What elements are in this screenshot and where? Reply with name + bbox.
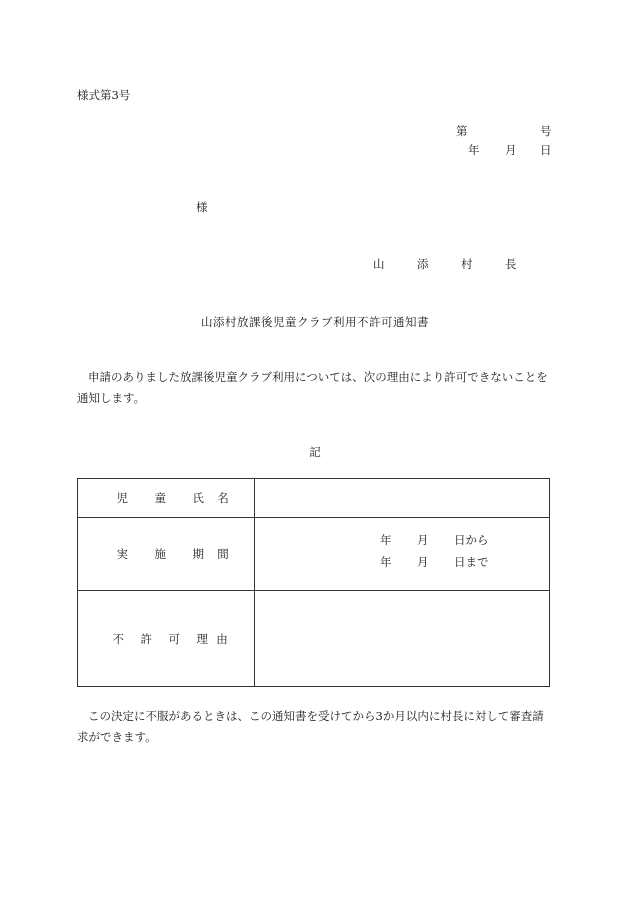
label-char: 間 bbox=[217, 547, 229, 561]
document-number-prefix: 第 bbox=[456, 124, 468, 138]
period-from-day: 日から bbox=[454, 533, 489, 547]
date-day-label: 日 bbox=[540, 143, 552, 157]
label-char: 童 bbox=[154, 491, 166, 505]
date-year-label: 年 bbox=[468, 143, 480, 157]
issuer-char: 添 bbox=[417, 257, 429, 271]
label-char: 児 bbox=[116, 491, 128, 505]
child-name-value[interactable] bbox=[255, 479, 550, 518]
label-char: 名 bbox=[217, 491, 229, 505]
label-char: 可 bbox=[168, 631, 180, 646]
issuer-char: 村 bbox=[461, 257, 473, 271]
period-value[interactable] bbox=[255, 518, 550, 591]
label-char: 不 bbox=[112, 631, 124, 646]
period-to-day: 日まで bbox=[454, 555, 489, 569]
label-char: 理 bbox=[196, 631, 208, 646]
table-row bbox=[78, 518, 550, 591]
document-number-suffix: 号 bbox=[540, 124, 552, 138]
period-to bbox=[255, 554, 549, 576]
issuer-char: 長 bbox=[505, 257, 517, 271]
appeal-notice: この決定に不服があるときは、この通知書を受けてから3か月以内に村長に対して審査請求ができます。 bbox=[77, 709, 544, 744]
label-char: 許 bbox=[140, 631, 152, 646]
period-to-year: 年 bbox=[380, 555, 392, 569]
document-title: 山添村放課後児童クラブ利用不許可通知書 bbox=[201, 315, 429, 329]
label-char: 実 bbox=[116, 547, 128, 561]
period-from-month: 月 bbox=[417, 533, 429, 547]
reason-label bbox=[78, 591, 255, 687]
issuer-char: 山 bbox=[373, 257, 385, 271]
period-label bbox=[78, 518, 255, 591]
child-name-label bbox=[78, 479, 255, 518]
period-from-year: 年 bbox=[380, 533, 392, 547]
body-text: 申請のありました放課後児童クラブ利用については、次の理由により許可できないことを通知します。 bbox=[77, 370, 548, 405]
period-to-month: 月 bbox=[417, 555, 429, 569]
label-char: 由 bbox=[216, 631, 228, 646]
ki-heading: 記 bbox=[309, 445, 321, 459]
form-number: 様式第3号 bbox=[77, 88, 131, 102]
info-table bbox=[77, 478, 550, 687]
label-char: 期 bbox=[192, 547, 204, 561]
issuer bbox=[373, 256, 549, 272]
table-row bbox=[78, 479, 550, 518]
addressee-honorific: 様 bbox=[196, 200, 208, 214]
reason-value[interactable] bbox=[255, 591, 550, 687]
date-month-label: 月 bbox=[505, 143, 517, 157]
table-row bbox=[78, 591, 550, 687]
period-from bbox=[255, 532, 549, 554]
label-char: 氏 bbox=[192, 491, 204, 505]
label-char: 施 bbox=[154, 547, 166, 561]
